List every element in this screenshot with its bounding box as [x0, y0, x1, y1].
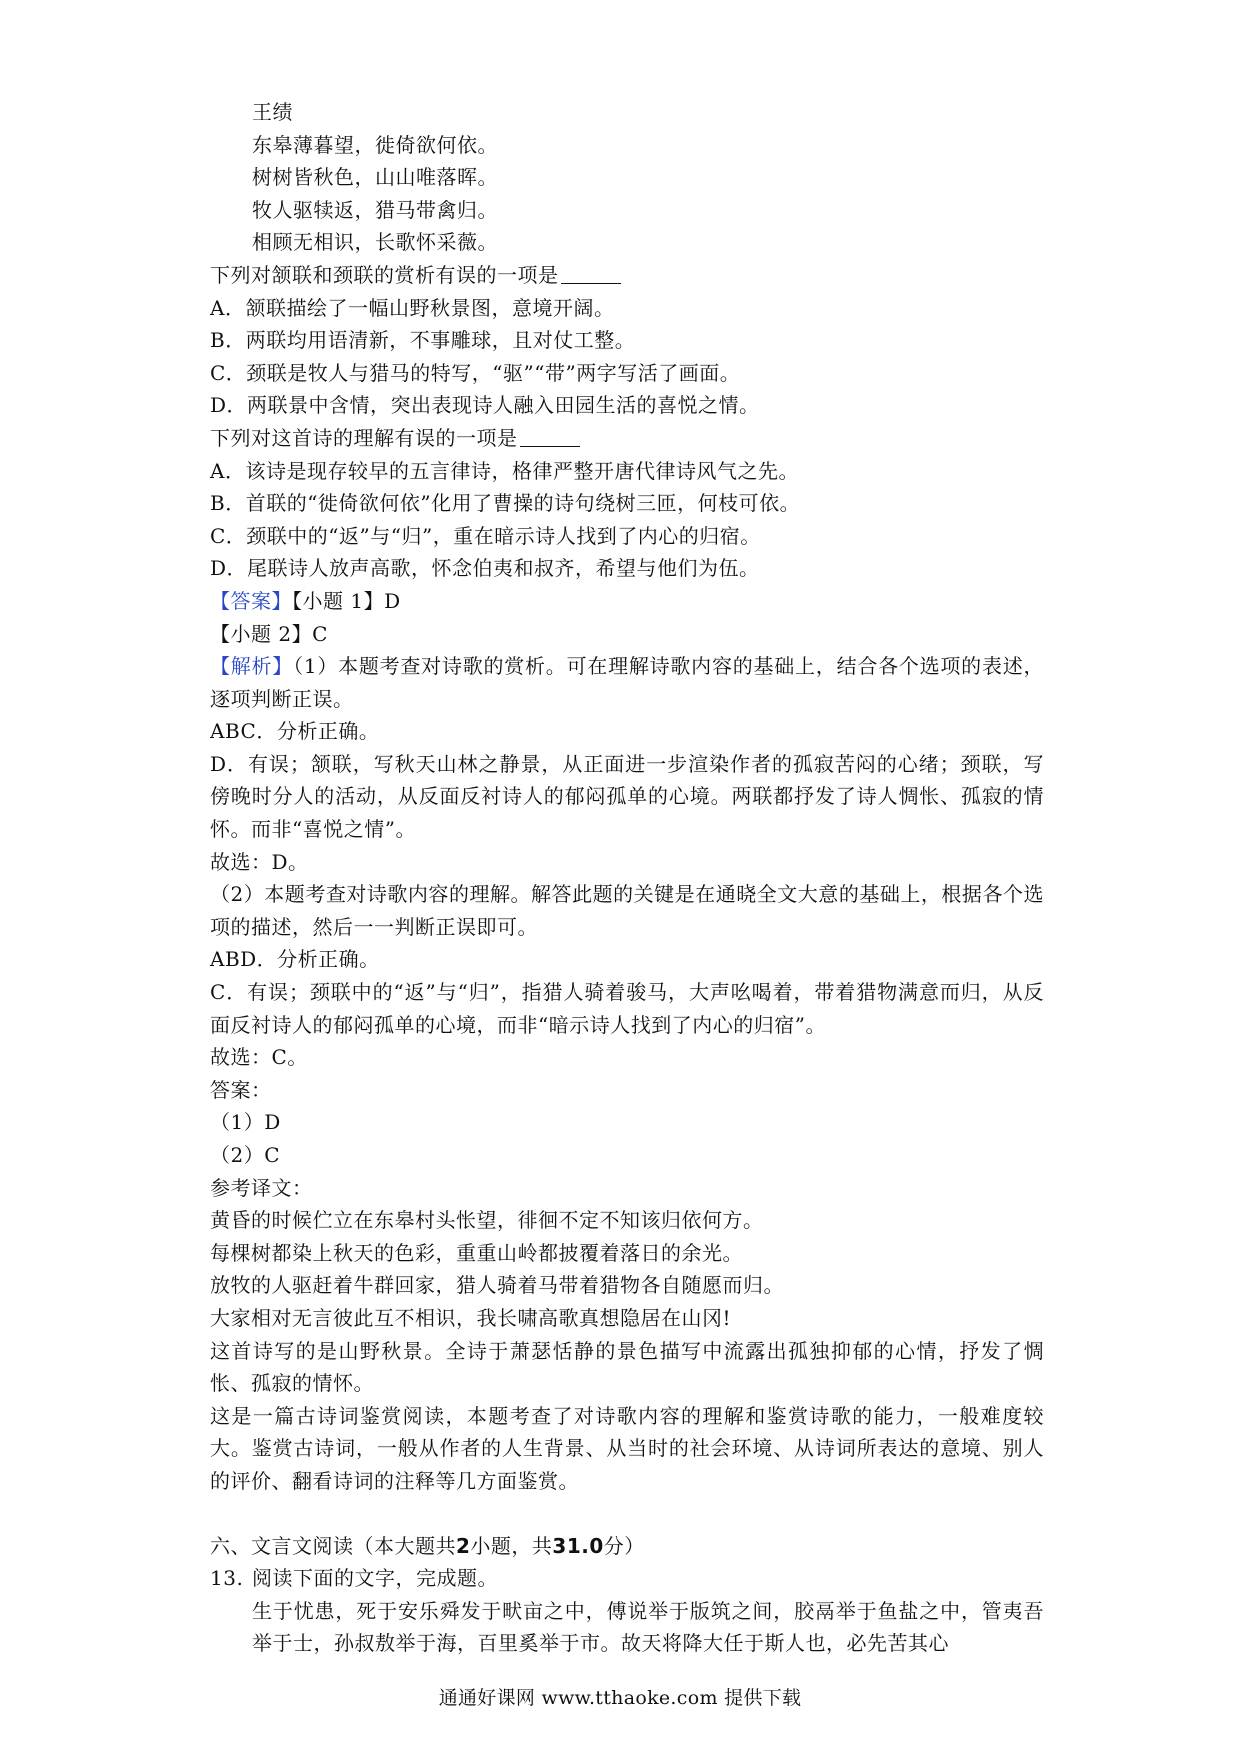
analysis-line: 故选：D。	[210, 849, 309, 874]
poem-author: 王绩	[252, 100, 293, 124]
analysis-tag: 【解析】	[210, 654, 294, 679]
question-13-stem: 13. 阅读下面的文字，完成题。	[210, 1566, 498, 1591]
section-heading: 六、文言文阅读（本大题共2小题，共31.0分）	[210, 1533, 645, 1558]
analysis-paragraph: 【解析】（1）本题考查对诗歌的赏析。可在理解诗歌内容的基础上，结合各个选项的表述，逐项判断正误。	[210, 654, 1044, 711]
question-2-option-c: C．颈联中的“返”与“归”，重在暗示诗人找到了内心的归宿。	[210, 523, 761, 548]
translation-line: 每棵树都染上秋天的色彩，重重山岭都披覆着落日的余光。	[210, 1240, 743, 1265]
translation-line: 黄昏的时候伫立在东皋村头怅望，徘徊不定不知该归依何方。	[210, 1208, 764, 1233]
page-content	[210, 96, 1044, 1660]
answer-blank	[561, 263, 621, 284]
question-1-option-a: A．颔联描绘了一幅山野秋景图，意境开阔。	[210, 295, 615, 320]
analysis-paragraph: （2）本题考查对诗歌内容的理解。解答此题的关键是在通晓全文大意的基础上，根据各个选项的描述，然后一一判断正误即可。	[210, 882, 1044, 939]
spacer	[210, 1498, 1044, 1530]
analysis-line: ABC．分析正确。	[210, 719, 380, 744]
answer-tag: 【答案】	[210, 588, 292, 613]
analysis-line: 故选：C。	[210, 1045, 308, 1070]
analysis-line: （1）D	[210, 1110, 281, 1135]
question-1-option-c: C．颈联是牧人与猎马的特写，“驱”“带”两字写活了画面。	[210, 360, 741, 385]
analysis-line: 答案：	[210, 1077, 272, 1102]
translation-line: 大家相对无言彼此互不相识，我长啸高歌真想隐居在山冈!	[210, 1305, 732, 1330]
analysis-paragraph: D．有误；颔联，写秋天山林之静景，从正面进一步渲染作者的孤寂苦闷的心绪；颈联，写傍晚时分人的活动，从反面反衬诗人的郁闷孤单的心境。两联都抒发了诗人惆怅、孤寂的情怀。而非“喜悦之情”。	[210, 751, 1044, 842]
question-13-passage: 生于忧患，死于安乐舜发于畎亩之中，傅说举于版筑之间，胶鬲举于鱼盐之中，管夷吾举于士，孙叔敖举于海，百里奚举于市。故天将降大任于斯人也，必先苦其心	[252, 1598, 1044, 1656]
question-2-option-a: A．该诗是现存较早的五言律诗，格律严整开唐代律诗风气之先。	[210, 458, 799, 483]
page-footer: 通通好课网 www.tthaoke.com 提供下载	[438, 1687, 802, 1709]
analysis-line: 参考译文：	[210, 1175, 313, 1200]
poem-line: 东皋薄暮望，徙倚欲何依。	[252, 132, 498, 157]
answer-blank	[520, 426, 580, 447]
poem-line: 相顾无相识，长歌怀采薇。	[252, 230, 498, 255]
poem-line: 树树皆秋色，山山唯落晖。	[252, 165, 498, 190]
answer-line: 【答案】【小题 1】D	[210, 588, 401, 613]
answer-line-2: 【小题 2】C	[210, 621, 328, 646]
translation-line: 放牧的人驱赶着牛群回家，猎人骑着马带着猎物各自随愿而归。	[210, 1273, 784, 1298]
question-1-stem: 下列对颔联和颈联的赏析有误的一项是	[210, 259, 1044, 292]
analysis-line: （2）C	[210, 1143, 281, 1167]
poem-line: 牧人驱犊返，猎马带禽归。	[252, 197, 498, 222]
question-2-option-b: B．首联的“徙倚欲何依”化用了曹操的诗句绕树三匝，何枝可依。	[210, 491, 801, 516]
analysis-paragraph: 这首诗写的是山野秋景。全诗于萧瑟恬静的景色描写中流露出孤独抑郁的心情，抒发了惆怅、孤寂的情怀。	[210, 1338, 1044, 1396]
question-2-option-d: D．尾联诗人放声高歌，怀念伯夷和叔齐，希望与他们为伍。	[210, 556, 760, 581]
analysis-line: ABD．分析正确。	[210, 947, 380, 972]
analysis-paragraph: C．有误；颈联中的“返”与“归”，指猎人骑着骏马，大声吆喝着，带着猎物满意而归，从反面反衬诗人的郁闷孤单的心境，而非“暗示诗人找到了内心的归宿”。	[210, 980, 1044, 1037]
question-1-option-d: D．两联景中含情，突出表现诗人融入田园生活的喜悦之情。	[210, 393, 760, 418]
question-2-stem: 下列对这首诗的理解有误的一项是	[210, 422, 1044, 455]
question-1-option-b: B．两联均用语清新，不事雕球，且对仗工整。	[210, 328, 636, 353]
analysis-paragraph: 这是一篇古诗词鉴赏阅读，本题考查了对诗歌内容的理解和鉴赏诗歌的能力，一般难度较大。鉴赏古诗词，一般从作者的人生背景、从当时的社会环境、从诗词所表达的意境、别人的评价、翻看诗词的注释等几方面鉴赏。	[210, 1403, 1044, 1493]
